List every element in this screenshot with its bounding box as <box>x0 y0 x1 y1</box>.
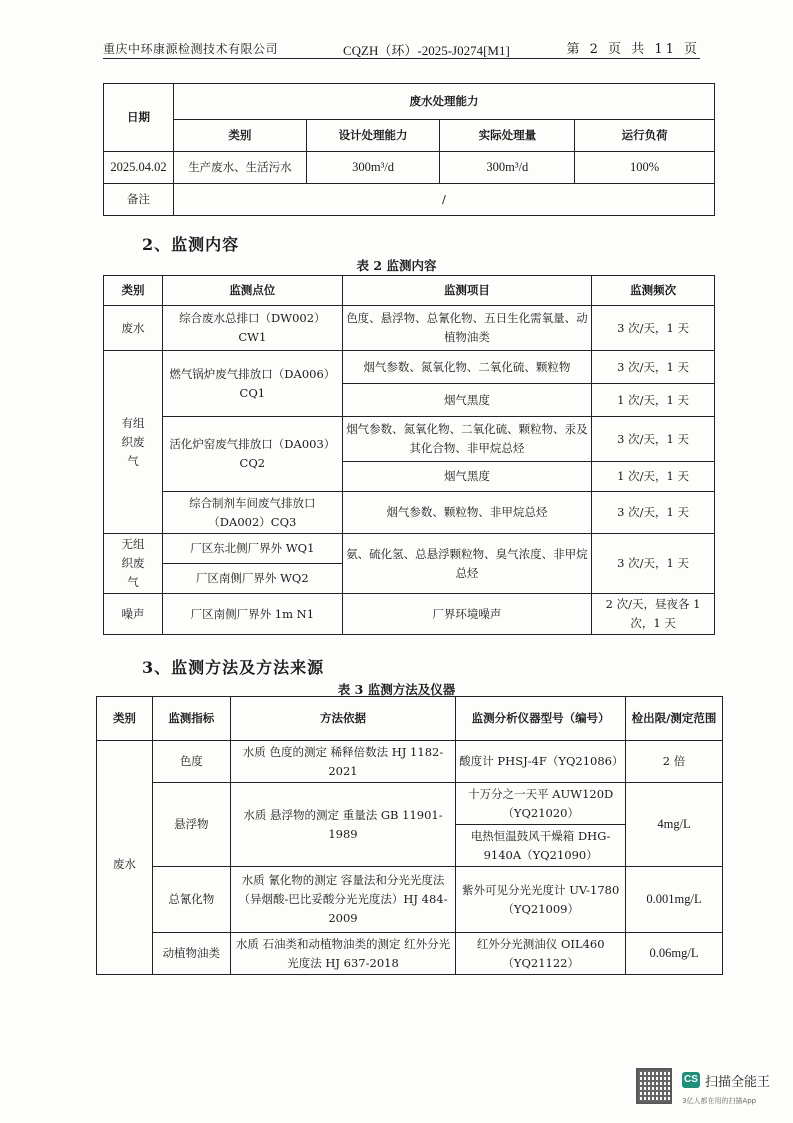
monitoring-content-table <box>103 275 715 635</box>
instrument-cell: 十万分之一天平 AUW120D（YQ21020） <box>456 783 626 825</box>
actual-volume-cell: 300m³/d <box>440 152 575 184</box>
method-cell: 水质 氰化物的测定 容量法和分光光度法（异烟酸-巴比妥酸分光光度法）HJ 484-2009 <box>230 867 456 933</box>
limit-cell: 4mg/L <box>626 783 723 867</box>
category-cell: 无组织废气 <box>104 534 163 594</box>
table-row <box>104 417 715 462</box>
remark-label: 备注 <box>104 184 174 216</box>
table-row <box>104 306 715 351</box>
camscanner-logo-icon: CS <box>682 1072 700 1088</box>
app-name: 扫描全能王 <box>705 1075 771 1090</box>
point-cell: 活化炉窑废气排放口（DA003）CQ2 <box>162 417 342 492</box>
scanner-watermark <box>636 1068 786 1110</box>
point-cell: 厂区东北侧厂界外 WQ1 <box>162 534 342 564</box>
instrument-cell: 电热恒温鼓风干燥箱 DHG-9140A（YQ21090） <box>456 825 626 867</box>
section-3-title: 3、监测方法及方法来源 <box>142 658 325 677</box>
frequency-cell: 1 次/天，1 天 <box>592 384 715 417</box>
load-cell: 100% <box>575 152 715 184</box>
frequency-cell: 3 次/天，1 天 <box>592 492 715 534</box>
frequency-cell: 2 次/天，昼夜各 1 次，1 天 <box>592 594 715 635</box>
col-category: 类别 <box>104 276 163 306</box>
category-cell: 生产废水、生活污水 <box>173 152 306 184</box>
category-cell: 废水 <box>97 741 153 975</box>
remark-value: / <box>173 184 714 216</box>
method-cell: 水质 色度的测定 稀释倍数法 HJ 1182-2021 <box>230 741 456 783</box>
table-row <box>104 534 715 564</box>
point-cell: 厂区南侧厂界外 WQ2 <box>162 564 342 594</box>
section-2-title: 2、监测内容 <box>142 235 240 254</box>
design-capacity-cell: 300m³/d <box>306 152 440 184</box>
frequency-cell: 3 次/天，1 天 <box>592 417 715 462</box>
items-cell: 烟气参数、氮氧化物、二氧化硫、颗粒物 <box>342 351 592 384</box>
col-point: 监测点位 <box>162 276 342 306</box>
table-row <box>97 933 723 975</box>
indicator-cell: 悬浮物 <box>152 783 230 867</box>
qr-code-icon <box>636 1068 672 1104</box>
table-row <box>104 594 715 635</box>
items-cell: 烟气参数、氮氧化物、二氧化硫、颗粒物、汞及其化合物、非甲烷总烃 <box>342 417 592 462</box>
col-design-capacity: 设计处理能力 <box>306 120 440 152</box>
items-cell: 烟气参数、颗粒物、非甲烷总烃 <box>342 492 592 534</box>
table-row <box>104 184 715 216</box>
limit-cell: 0.06mg/L <box>626 933 723 975</box>
report-code: CQZH（环）-2025-J0274[M1] <box>343 43 510 58</box>
indicator-cell: 总氰化物 <box>152 867 230 933</box>
frequency-cell: 3 次/天，1 天 <box>592 534 715 594</box>
instrument-cell: 酸度计 PHSJ-4F（YQ21086） <box>456 741 626 783</box>
company-name: 重庆中环康源检测技术有限公司 <box>103 42 279 56</box>
method-cell: 水质 悬浮物的测定 重量法 GB 11901-1989 <box>230 783 456 867</box>
table-row <box>104 152 715 184</box>
col-load: 运行负荷 <box>575 120 715 152</box>
items-cell: 氨、硫化氢、总悬浮颗粒物、臭气浓度、非甲烷总烃 <box>342 534 592 594</box>
category-cell: 有组织废气 <box>104 351 163 534</box>
page-number: 第 2 页 共 11 页 <box>566 42 700 57</box>
col-method: 方法依据 <box>230 697 456 741</box>
category-cell: 废水 <box>104 306 163 351</box>
capacity-group-header: 废水处理能力 <box>173 84 714 120</box>
items-cell: 色度、悬浮物、总氰化物、五日生化需氧量、动植物油类 <box>342 306 592 351</box>
items-cell: 烟气黑度 <box>342 384 592 417</box>
table-2-caption: 表 2 监测内容 <box>356 258 437 273</box>
col-category: 类别 <box>97 697 153 741</box>
point-cell: 燃气锅炉废气排放口（DA006）CQ1 <box>162 351 342 417</box>
point-cell: 厂区南侧厂界外 1m N1 <box>162 594 342 635</box>
col-frequency: 监测频次 <box>592 276 715 306</box>
col-limit: 检出限/测定范围 <box>626 697 723 741</box>
col-instrument: 监测分析仪器型号（编号） <box>456 697 626 741</box>
point-cell: 综合制剂车间废气排放口（DA002）CQ3 <box>162 492 342 534</box>
limit-cell: 2 倍 <box>626 741 723 783</box>
wastewater-capacity-table <box>103 83 715 216</box>
category-cell: 噪声 <box>104 594 163 635</box>
table-row <box>104 492 715 534</box>
indicator-cell: 色度 <box>152 741 230 783</box>
frequency-cell: 3 次/天，1 天 <box>592 351 715 384</box>
table-row <box>97 783 723 825</box>
date-header: 日期 <box>104 84 174 152</box>
table-row <box>97 741 723 783</box>
instrument-cell: 红外分光测油仪 OIL460（YQ21122） <box>456 933 626 975</box>
items-cell: 厂界环境噪声 <box>342 594 592 635</box>
date-cell: 2025.04.02 <box>104 152 174 184</box>
frequency-cell: 1 次/天，1 天 <box>592 462 715 492</box>
limit-cell: 0.001mg/L <box>626 867 723 933</box>
table-row <box>97 867 723 933</box>
instrument-cell: 紫外可见分光光度计 UV-1780（YQ21009） <box>456 867 626 933</box>
col-items: 监测项目 <box>342 276 592 306</box>
col-actual-volume: 实际处理量 <box>440 120 575 152</box>
col-indicator: 监测指标 <box>152 697 230 741</box>
table-row <box>104 351 715 384</box>
items-cell: 烟气黑度 <box>342 462 592 492</box>
indicator-cell: 动植物油类 <box>152 933 230 975</box>
col-category: 类别 <box>173 120 306 152</box>
method-cell: 水质 石油类和动植物油类的测定 红外分光光度法 HJ 637-2018 <box>230 933 456 975</box>
monitoring-method-table <box>96 696 723 975</box>
app-tagline: 3亿人都在用的扫描App <box>682 1097 757 1105</box>
frequency-cell: 3 次/天，1 天 <box>592 306 715 351</box>
table-3-caption: 表 3 监测方法及仪器 <box>337 682 456 697</box>
page-header <box>103 38 700 59</box>
point-cell: 综合废水总排口（DW002）CW1 <box>162 306 342 351</box>
